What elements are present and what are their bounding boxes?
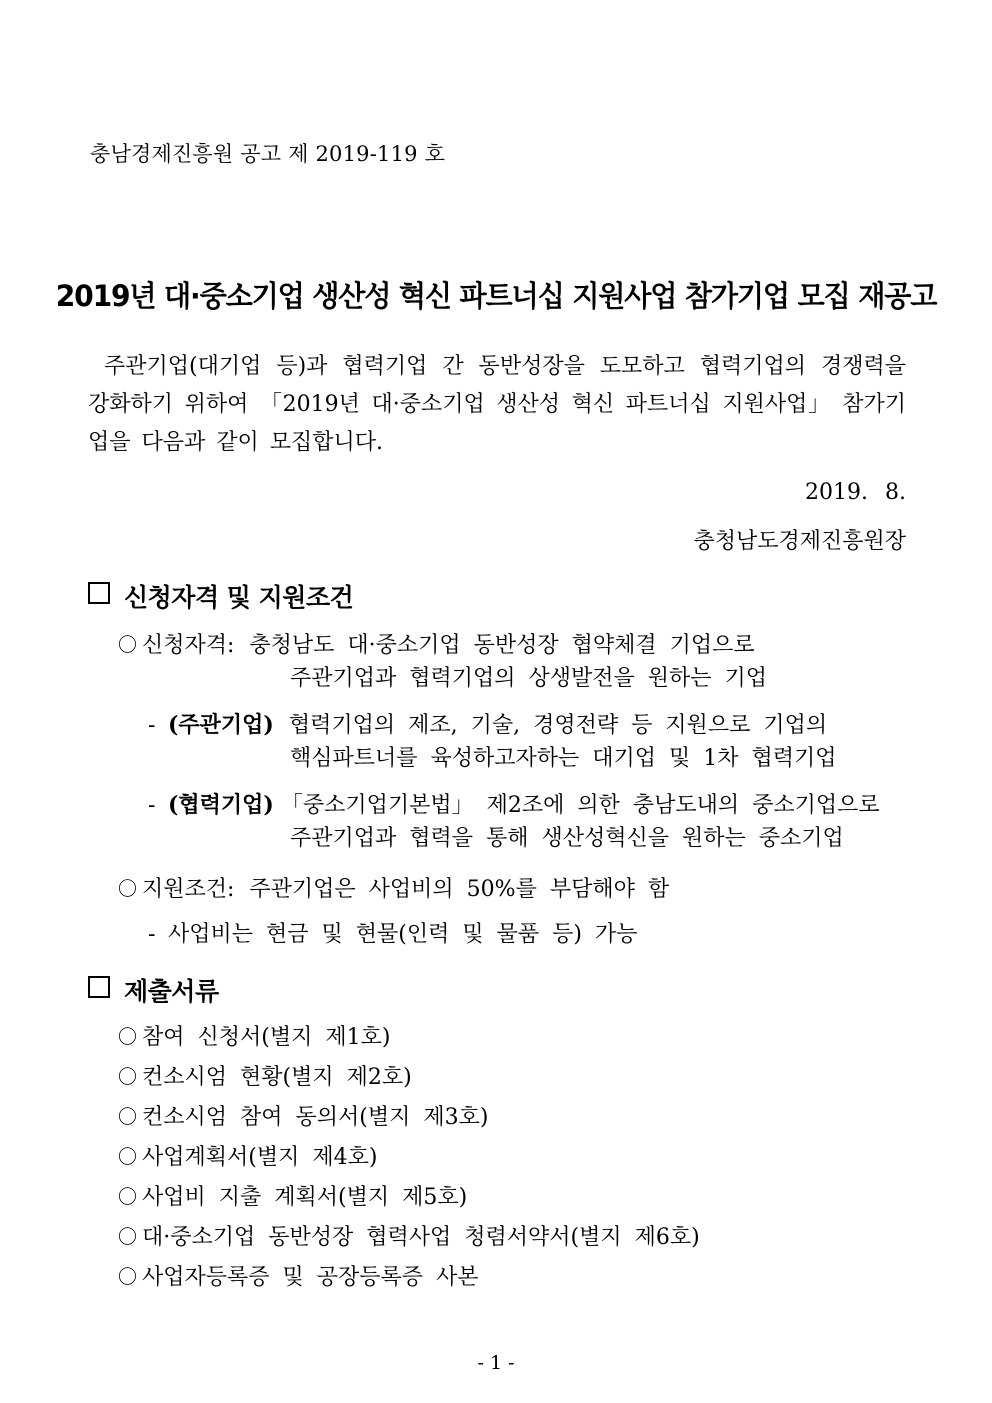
circle-bullet-icon: 〇 (118, 634, 138, 656)
list-item (118, 628, 918, 663)
list-item (148, 788, 928, 823)
document-number: 충남경제진흥원 공고 제 2019-119 호 (90, 142, 446, 166)
list-item (118, 1100, 918, 1135)
item-text-2: 주관기업과 협력을 통해 생산성혁신을 원하는 중소기업 (290, 826, 844, 851)
item-text: 사업계획서(별지 제4호) (142, 1145, 378, 1170)
item-text: 컨소시엄 참여 동의서(별지 제3호) (142, 1105, 489, 1130)
section-heading-text: 제출서류 (124, 977, 219, 1006)
item-text: 「중소기업기본법」 제2조에 의한 충남도내의 중소기업으로 (280, 793, 880, 818)
item-text-2: 주관기업과 협력기업의 상생발전을 원하는 기업 (290, 666, 768, 691)
circle-bullet-icon: 〇 (118, 1106, 138, 1128)
section-heading-text: 신청자격 및 지원조건 (124, 583, 354, 612)
dash-bullet-icon: - (148, 713, 156, 738)
list-item (118, 1220, 918, 1255)
item-text: 참여 신청서(별지 제1호) (142, 1025, 391, 1050)
list-item-continuation (290, 742, 920, 776)
item-text: 컨소시엄 현황(별지 제2호) (142, 1065, 412, 1090)
circle-bullet-icon: 〇 (118, 1226, 138, 1248)
page-number: - 1 - (477, 1352, 515, 1374)
item-label: 신청자격: (142, 633, 235, 658)
item-label: (협력기업) (168, 792, 274, 818)
list-item (118, 1140, 918, 1175)
item-text: 주관기업은 사업비의 50%를 부담해야 함 (249, 877, 670, 902)
circle-bullet-icon: 〇 (118, 1186, 138, 1208)
list-item (118, 1180, 918, 1215)
circle-bullet-icon: 〇 (118, 1066, 138, 1088)
circle-bullet-icon: 〇 (118, 1026, 138, 1048)
dash-bullet-icon: - (148, 793, 156, 818)
circle-bullet-icon: 〇 (118, 878, 138, 900)
item-label: 지원조건: (142, 877, 235, 902)
square-bullet-icon (88, 976, 110, 998)
list-item (148, 708, 928, 743)
list-item (118, 1060, 918, 1095)
item-text: 협력기업의 제조, 기술, 경영전략 등 지원으로 기업의 (288, 713, 828, 738)
circle-bullet-icon: 〇 (118, 1266, 138, 1288)
item-text: 사업비 지출 계획서(별지 제5호) (142, 1185, 468, 1210)
list-item (148, 918, 928, 952)
item-text: 사업비는 현금 및 현물(인력 및 물품 등) 가능 (168, 922, 638, 947)
intro-paragraph (88, 348, 906, 462)
issuer-name: 충청남도경제진흥원장 (693, 529, 906, 554)
item-text: 대·중소기업 동반성장 협력사업 청렴서약서(별지 제6호) (142, 1225, 700, 1250)
square-bullet-icon (88, 582, 110, 604)
section-heading-qualification (88, 578, 353, 614)
issue-date: 2019. 8. (805, 480, 906, 505)
intro-text: 주관기업(대기업 등)과 협력기업 간 동반성장을 도모하고 협력기업의 경쟁력을 강화하기 위하여 「2019년 대·중소기업 생산성 혁신 파트너십 지원사업」 참가기업을 다음과 같이 모집합니다. (88, 354, 906, 455)
page-title: 2019년 대·중소기업 생산성 혁신 파트너십 지원사업 참가기업 모집 재공고 (55, 279, 937, 313)
list-item (118, 1260, 918, 1295)
dash-bullet-icon: - (148, 922, 156, 947)
section-heading-documents (88, 972, 219, 1008)
list-item-continuation (290, 822, 920, 856)
item-text-2: 핵심파트너를 육성하고자하는 대기업 및 1차 협력기업 (290, 746, 837, 771)
list-item-continuation (290, 662, 920, 696)
item-text: 충청남도 대·중소기업 동반성장 협약체결 기업으로 (249, 633, 755, 658)
item-label: (주관기업) (168, 712, 274, 738)
list-item (118, 872, 918, 907)
list-item (118, 1020, 918, 1055)
circle-bullet-icon: 〇 (118, 1146, 138, 1168)
item-text: 사업자등록증 및 공장등록증 사본 (142, 1265, 479, 1290)
